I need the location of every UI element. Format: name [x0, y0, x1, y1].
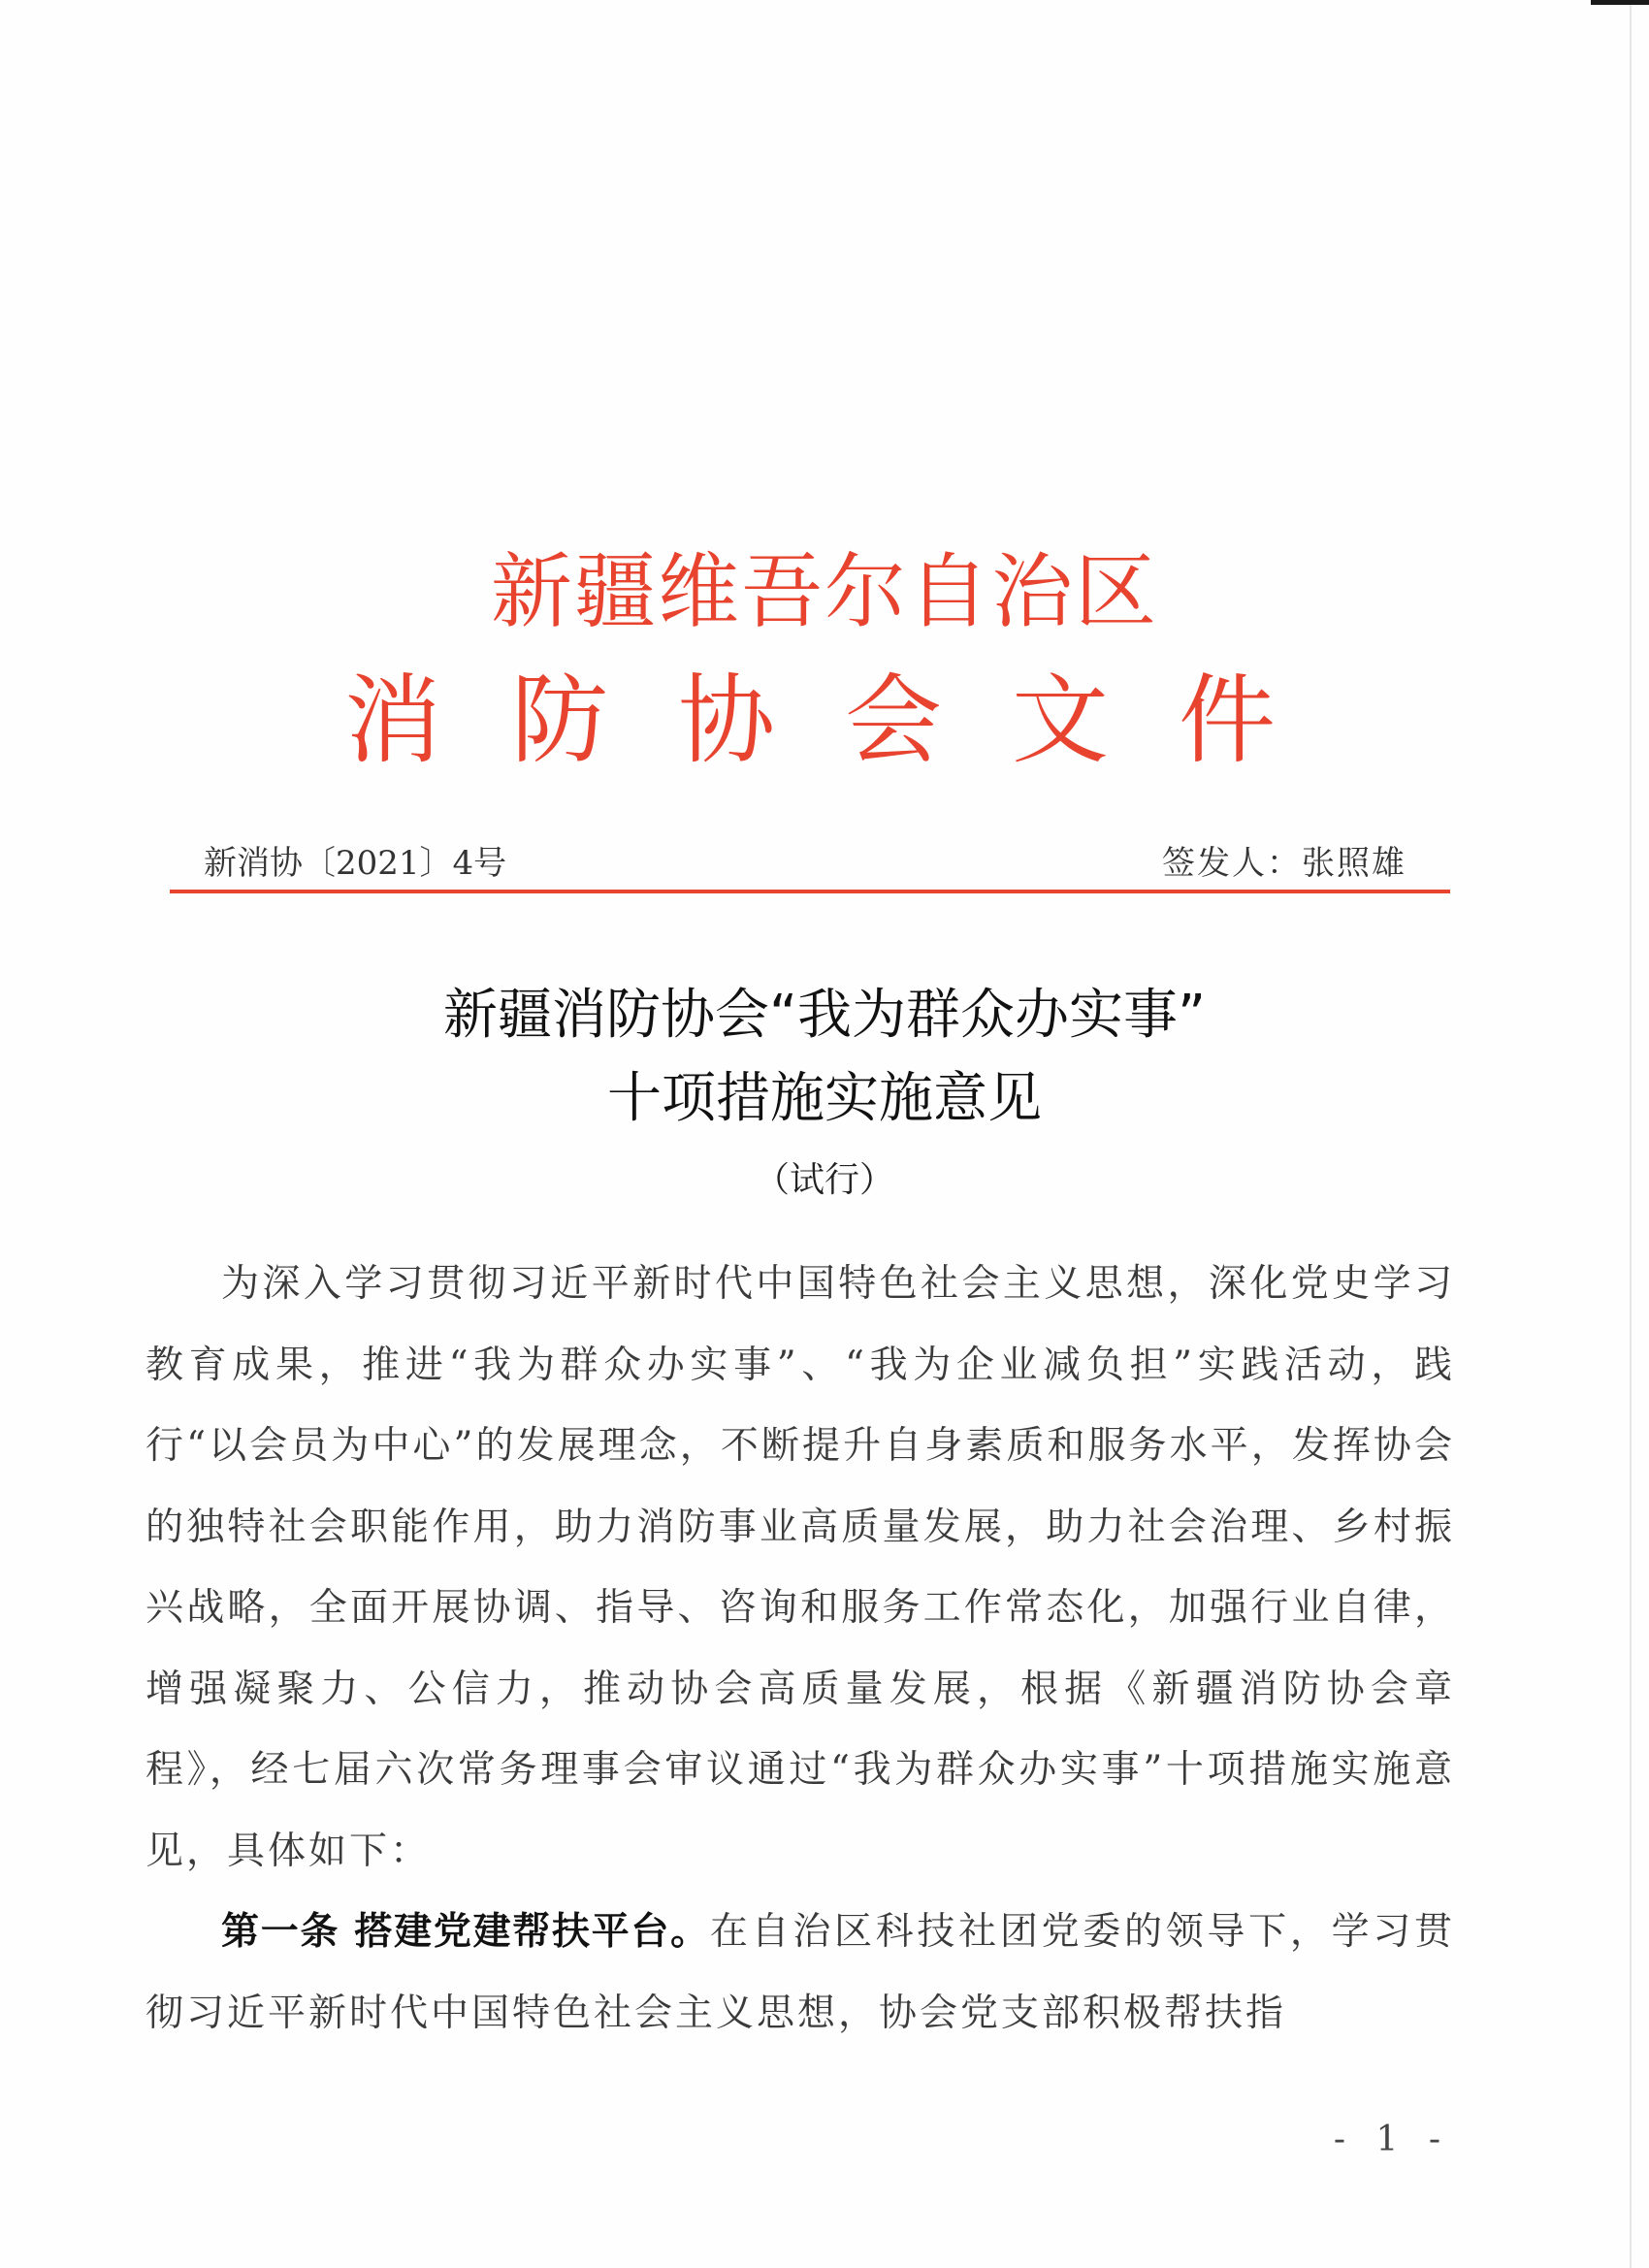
issuer-header-line2: [344, 664, 1276, 777]
issuer-header-line1: 新疆维吾尔自治区: [490, 544, 1158, 639]
article-1-heading: 第一条 搭建党建帮扶平台。: [221, 1910, 710, 1954]
document-number: 新消协〔2021〕4号: [204, 844, 507, 883]
article-1-text: 在自治区科技社团党委的领导下，学习贯彻习近平新时代中国特色社会主义思想，协会党支部积极帮扶指: [146, 1910, 1455, 2035]
red-divider-line: [170, 890, 1450, 893]
scan-corner-mark: [1591, 0, 1649, 5]
intro-paragraph: 为深入学习贯彻习近平新时代中国特色社会主义思想，深化党史学习教育成果，推进“我为群众办实事”、“我为企业减负担”实践活动，践行“以会员为中心”的发展理念，不断提升自身素质和服务水平，发挥协会的独特社会职能作用，助力消防事业高质量发展，助力社会治理、乡村振兴战略，全面开展协调、指导、咨询和服务工作常态化，加强行业自律，增强凝聚力、公信力，推动协会高质量发展，根据《新疆消防协会章程》，经七届六次常务理事会审议通过“我为群众办实事”十项措施实施意见，具体如下：: [146, 1262, 1455, 1873]
article-1-paragraph: [146, 1892, 1455, 2054]
page-edge: [1630, 0, 1632, 2268]
header-char: 协: [678, 664, 775, 777]
header-char: 文: [1012, 664, 1109, 777]
page-number: - 1 -: [1333, 2120, 1450, 2159]
header-char: 消: [344, 664, 441, 777]
document-title-line2: 十项措施实施意见: [607, 1067, 1042, 1130]
document-title-line1: 新疆消防协会“我为群众办实事”: [442, 984, 1207, 1047]
header-char: 件: [1179, 664, 1276, 777]
signer: 签发人：张照雄: [1162, 844, 1406, 883]
header-char: 会: [845, 664, 942, 777]
document-subtitle: （试行）: [754, 1160, 894, 1200]
document-body: [146, 1244, 1455, 2054]
header-char: 防: [511, 664, 608, 777]
